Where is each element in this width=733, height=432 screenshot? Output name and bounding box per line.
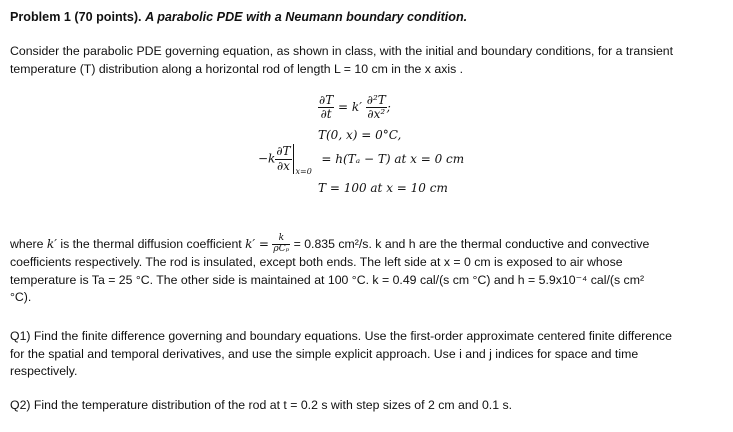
pde-end: ; xyxy=(386,100,391,115)
bc1-numerator: ∂T xyxy=(276,144,291,159)
pde-middle: = k′ xyxy=(338,100,362,115)
dirichlet-boundary-condition: T = 100 at x = 10 cm xyxy=(318,181,448,195)
definition-fraction-denominator: ρCₚ xyxy=(273,244,290,255)
intro-line-1: Consider the parabolic PDE governing equation, as shown in class, with the initial and boundary conditions, for a transient xyxy=(10,44,674,58)
q1-line-1: Q1) Find the finite difference governing and boundary equations. Use the first-order approximate centered finite difference xyxy=(10,329,672,343)
question-2 xyxy=(10,397,725,415)
problem-title-italic: A parabolic PDE with a Neumann boundary condition. xyxy=(145,10,468,24)
pde-lhs-denominator: ∂t xyxy=(320,107,332,122)
pde-lhs-numerator: ∂T xyxy=(319,93,334,107)
problem-title-bold: Problem 1 (70 points). xyxy=(10,10,142,24)
bc1-subscript: x=0 xyxy=(295,167,312,176)
bc1-rhs: = h(Tₐ − T) at x = 0 cm xyxy=(321,151,465,166)
bc1-denominator: ∂x xyxy=(276,158,290,173)
pde-rhs-denominator: ∂x² xyxy=(367,107,386,122)
bc1-evaluation-bar xyxy=(293,144,312,176)
definition-paragraph xyxy=(10,234,725,307)
question-1 xyxy=(10,328,725,381)
bc1-prefix: −k xyxy=(258,151,276,166)
definition-pre: where xyxy=(10,237,47,251)
definition-kprime-eq: k′ = xyxy=(245,237,269,251)
intro-paragraph xyxy=(10,43,725,78)
neumann-boundary-condition xyxy=(258,144,464,174)
pde-rhs-numerator: ∂²T xyxy=(366,93,386,107)
definition-line-2: coefficients respectively. The rod is insulated, except both ends. The left side at x = 0 cm is exposed to air whose xyxy=(10,255,623,269)
problem-title xyxy=(10,10,467,24)
definition-fraction-numerator: k xyxy=(272,234,290,245)
initial-condition: T(0, x) = 0°C, xyxy=(318,128,402,142)
q1-line-3: respectively. xyxy=(10,364,78,378)
definition-fraction xyxy=(272,234,290,255)
pde-lhs-fraction xyxy=(318,94,334,121)
definition-kprime: k′ xyxy=(46,237,57,251)
pde-equation xyxy=(318,94,391,121)
intro-line-2: temperature (T) distribution along a horizontal rod of length L = 10 cm in the x axis . xyxy=(10,61,464,76)
definition-line-1 xyxy=(10,234,725,254)
definition-value: = 0.835 cm²/s. k and h are the thermal conductive and convective xyxy=(290,237,650,251)
definition-mid: is the thermal diffusion coefficient xyxy=(56,237,246,251)
bc1-fraction xyxy=(275,145,291,172)
definition-line-3: temperature is Ta = 25 °C. The other side is maintained at 100 °C. k = 0.49 cal/(s cm °C) and h = 5.9x10⁻⁴ cal/(s cm² xyxy=(10,272,645,287)
q2-line-1: Q2) Find the temperature distribution of the rod at t = 0.2 s with step sizes of 2 cm and 0.1 s. xyxy=(10,398,513,412)
pde-rhs-fraction xyxy=(366,94,387,121)
definition-line-4: °C). xyxy=(10,290,32,304)
q1-line-2: for the spatial and temporal derivatives, and use the simple explicit approach. Use i and j indices for space and time xyxy=(10,346,639,361)
